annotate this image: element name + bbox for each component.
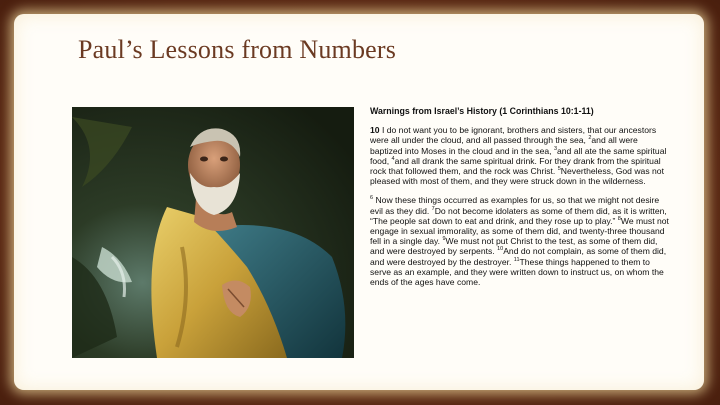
passage-heading: Warnings from Israel’s History (1 Corinthians 10:1-11) xyxy=(370,106,594,116)
verse-9: We must not put Christ to the test, as some of them did, and were destroyed by serpents. xyxy=(370,236,658,257)
verse-number: 3 xyxy=(553,145,557,152)
slide-title: Paul’s Lessons from Numbers xyxy=(78,35,397,64)
verse-7: Do not become idolaters as some of them did, as it is written, “The people sat down to eat and drink, and they rose up to play.” xyxy=(370,205,667,226)
verse-number: 2 xyxy=(588,135,592,142)
verse-6: Now these things occurred as examples for us, so that we might not desire evil as they did. xyxy=(370,195,660,216)
verse-number: 10 xyxy=(497,246,504,253)
chapter-number: 10 xyxy=(370,125,380,136)
verse-2: and all were baptized into Moses in the cloud and in the sea, xyxy=(370,135,638,156)
paragraph-verses-6-11 xyxy=(370,195,670,287)
painting-image xyxy=(72,107,354,358)
verse-number: 8 xyxy=(617,215,621,222)
verse-number: 6 xyxy=(370,195,374,202)
verse-number: 11 xyxy=(513,256,520,263)
verse-number: 9 xyxy=(442,236,446,243)
verse-8: We must not engage in sexual immorality, as some of them did, and twenty-three thousand fell in a single day. xyxy=(370,215,669,247)
verse-5: Nevertheless, God was not pleased with most of them, and they were struck down in the wilderness. xyxy=(370,166,664,187)
paragraph-verses-1-5 xyxy=(370,125,670,186)
verse-number: 5 xyxy=(557,166,561,173)
verse-10: And do not complain, as some of them did, and were destroyed by the destroyer. xyxy=(370,246,667,267)
scripture-text xyxy=(370,106,670,296)
verse-4: and all drank the same spiritual drink. For they drank from the spiritual rock that followed them, and the rock was Christ. xyxy=(370,155,661,177)
verse-1: I do not want you to be ignorant, brothers and sisters, that our ancestors were all under the cloud, and all passed through the sea, xyxy=(370,125,657,146)
verse-3: and all ate the same spiritual food, xyxy=(370,145,667,166)
verse-number: 7 xyxy=(431,205,435,212)
painting-artwork xyxy=(72,107,354,358)
slide xyxy=(14,14,704,390)
verse-11: These things happened to them to serve as an example, and they were written down to instruct us, on whom the ends of the ages have come. xyxy=(370,256,664,288)
verse-number: 4 xyxy=(391,155,395,162)
